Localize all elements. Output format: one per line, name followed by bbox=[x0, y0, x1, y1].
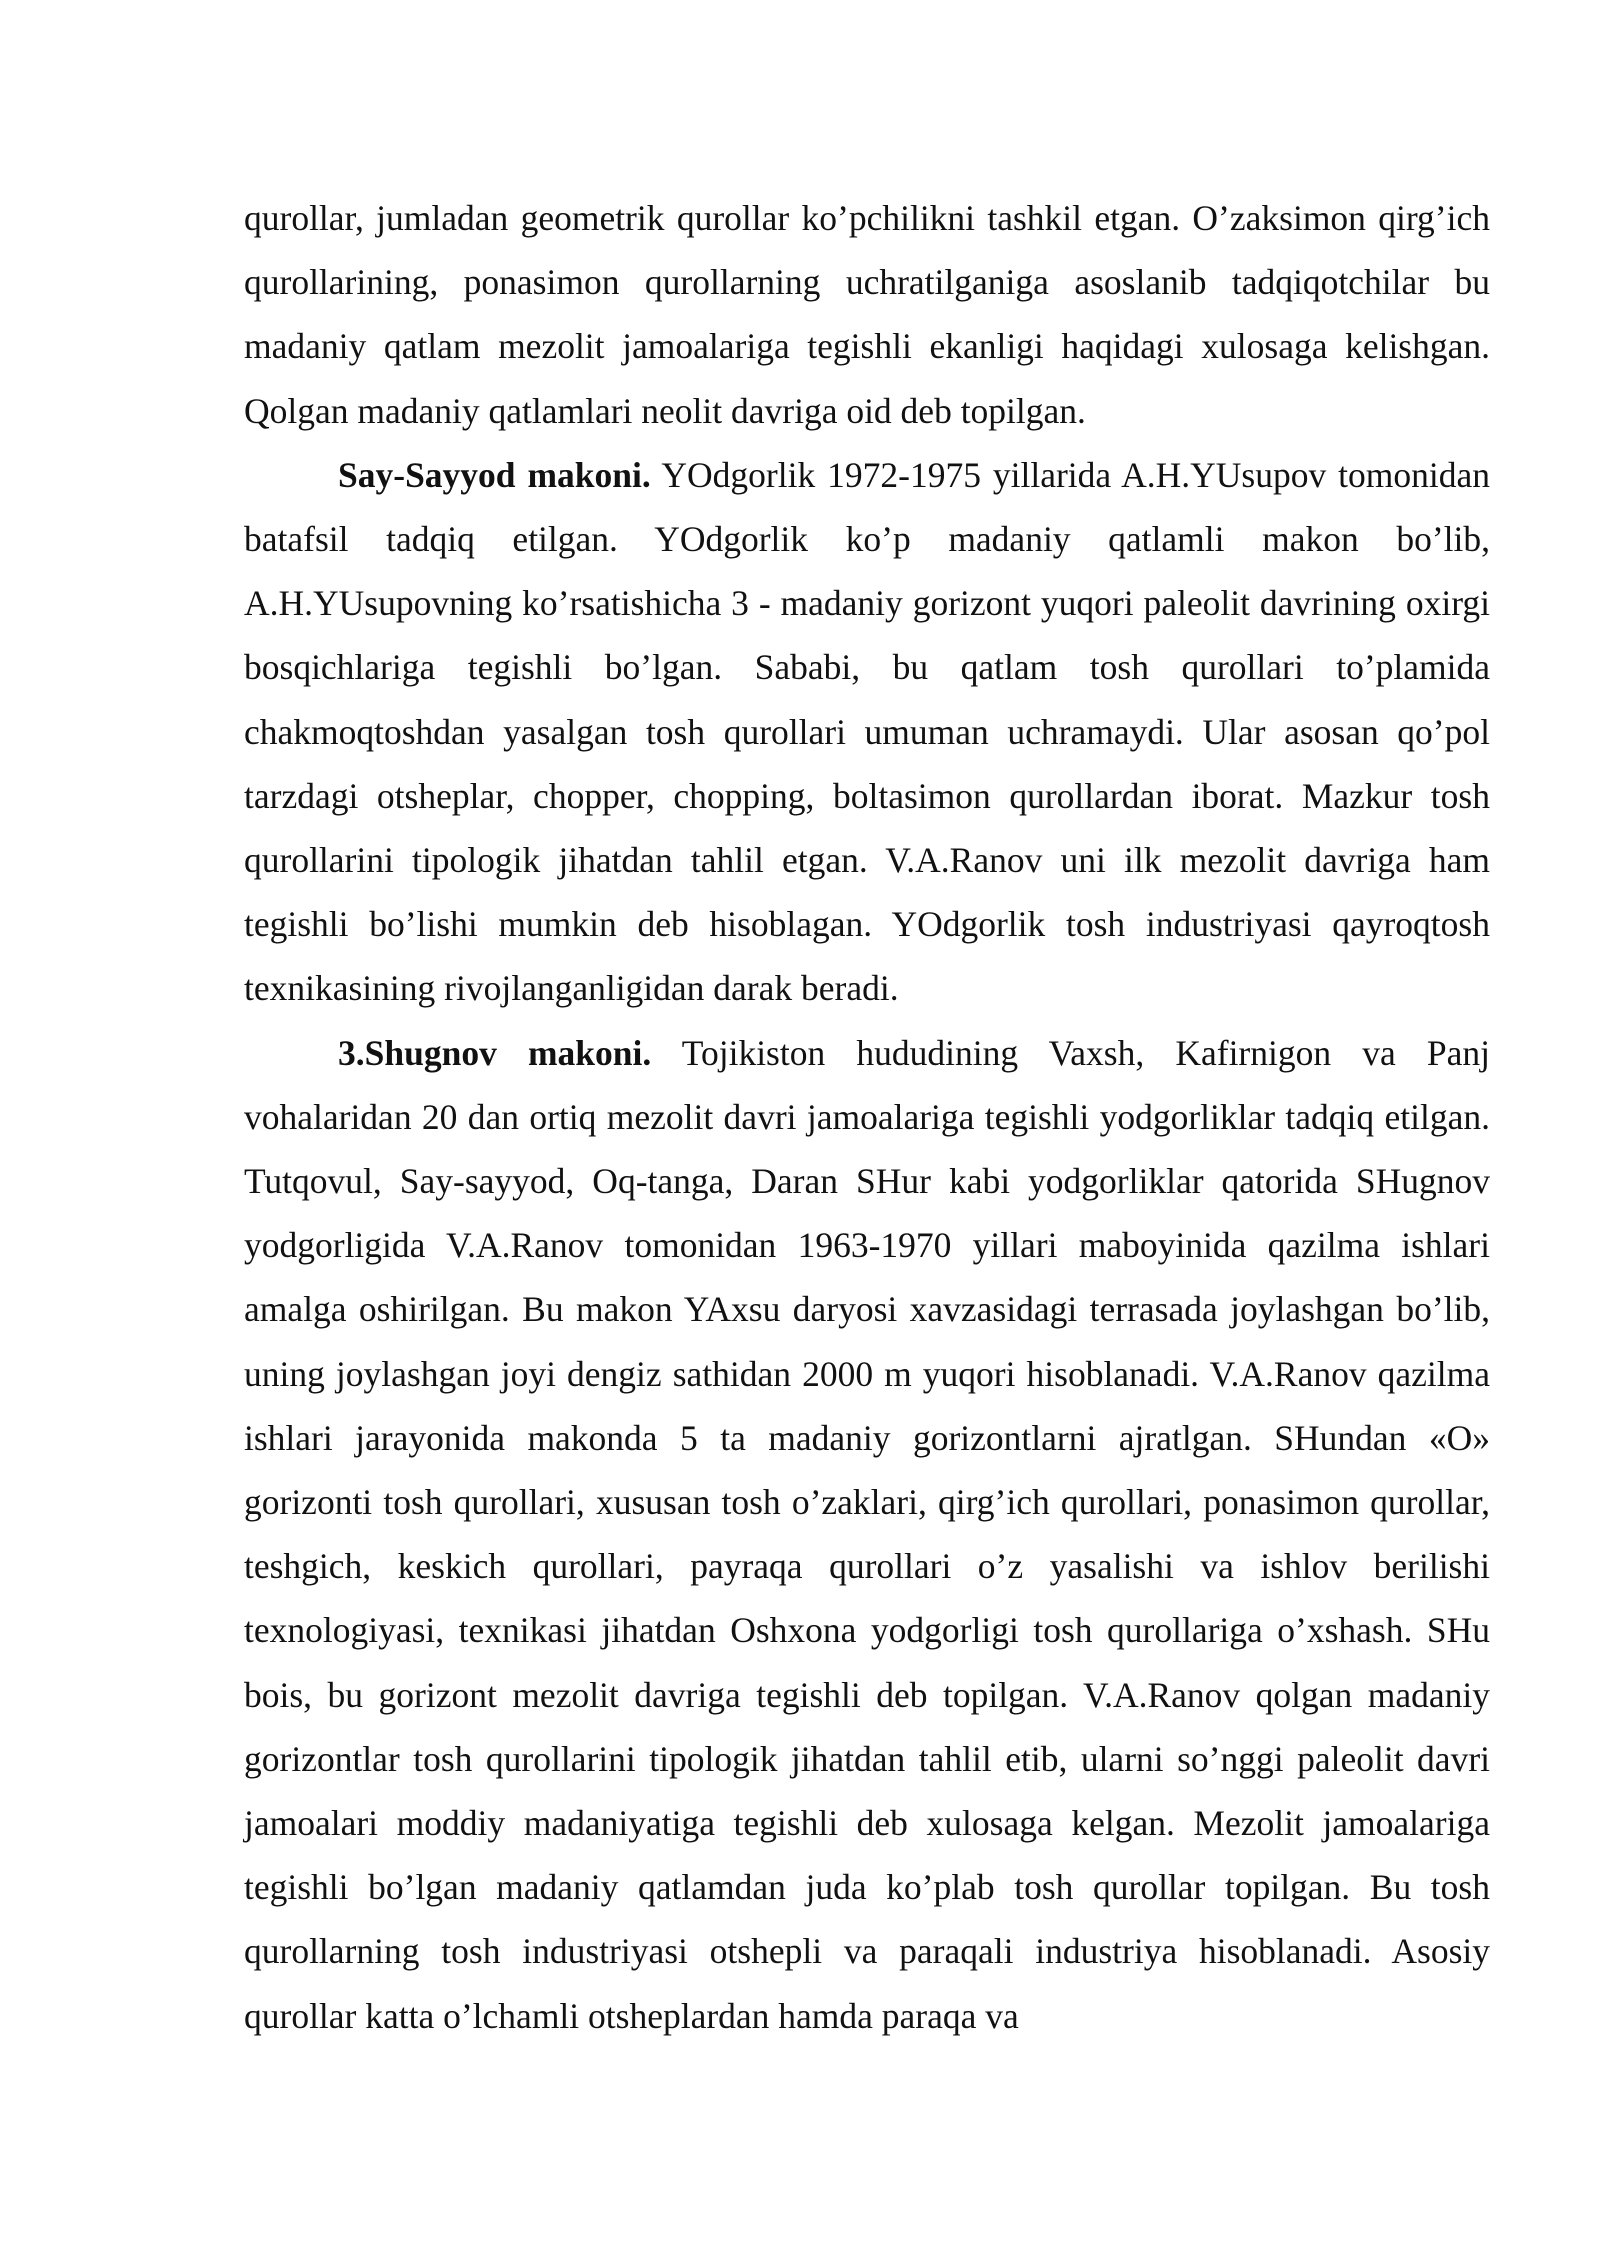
section-text-say-sayyod: YOdgorlik 1972-1975 yillarida A.H.YUsupov tomonidan batafsil tadqiq etilgan. YOdgorlik ko’p madaniy qatlamli makon bo’lib, A.H.YUsupovning ko’rsatishicha 3 - madaniy gorizont yuqori paleolit davrining oxirgi bosqichlariga tegishli bo’lgan. Sababi, bu qatlam tosh qurollari to’plamida chakmoqtoshdan yasalgan tosh qurollari umuman uchramaydi. Ular asosan qo’pol tarzdagi otsheplar, chopper, chopping, boltasimon qurollardan iborat. Mazkur tosh qurollarini tipologik jihatdan tahlil etgan. V.A.Ranov uni ilk mezolit davriga ham tegishli bo’lishi mumkin deb hisoblagan. YOdgorlik tosh industriyasi qayroqtosh texnikasining rivojlanganligidan darak beradi. bbox=[244, 454, 1490, 1009]
paragraph-continuation: qurollar, jumladan geometrik qurollar ko’pchilikni tashkil etgan. O’zaksimon qirg’ich qurollarining, ponasimon qurollarning uchratilganiga asoslanib tadqiqotchilar bu madaniy qatlam mezolit jamoalariga tegishli ekanligi haqidagi xulosaga kelishgan. Qolgan madaniy qatlamlari neolit davriga oid deb topilgan. bbox=[244, 198, 1490, 431]
section-text-shugnov: Tojikiston hududining Vaxsh, Kafirnigon va Panj vohalaridan 20 dan ortiq mezolit davri jamoalariga tegishli yodgorliklar tadqiq etilgan. Tutqovul, Say-sayyod, Oq-tanga, Daran SHur kabi yodgorliklar qatorida SHugnov yodgorligida V.A.Ranov tomonidan 1963-1970 yillari maboyinida qazilma ishlari amalga oshirilgan. Bu makon YAxsu daryosi xavzasidagi terrasada joylashgan bo’lib, uning joylashgan joyi dengiz sathidan 2000 m yuqori hisoblanadi. V.A.Ranov qazilma ishlari jarayonida makonda 5 ta madaniy gorizontlarni ajratlgan. SHundan «O» gorizonti tosh qurollari, xususan tosh o’zaklari, qirg’ich qurollari, ponasimon qurollar, teshgich, keskich qurollari, payraqa qurollari o’z yasalishi va ishlov berilishi texnologiyasi, texnikasi jihatdan Oshxona yodgorligi tosh qurollariga o’xshash. SHu bois, bu gorizont mezolit davriga tegishli deb topilgan. V.A.Ranov qolgan madaniy gorizontlar tosh qurollarini tipologik jihatdan tahlil etib, ularni so’nggi paleolit davri jamoalari moddiy madaniyatiga tegishli deb xulosaga kelgan. Mezolit jamoalariga tegishli bo’lgan madaniy qatlamdan juda ko’plab tosh qurollar topilgan. Bu tosh qurollarning tosh industriyasi otshepli va paraqali industriya hisoblanadi. Asosiy qurollar katta o’lchamli otsheplardan hamda paraqa va bbox=[244, 1032, 1490, 2036]
paragraph-say-sayyod bbox=[244, 443, 1490, 1021]
document-page bbox=[244, 186, 1490, 2048]
section-heading-shugnov: 3.Shugnov makoni. bbox=[338, 1032, 652, 1073]
section-heading-say-sayyod: Say-Sayyod makoni. bbox=[338, 454, 651, 495]
paragraph-shugnov bbox=[244, 1021, 1490, 2048]
